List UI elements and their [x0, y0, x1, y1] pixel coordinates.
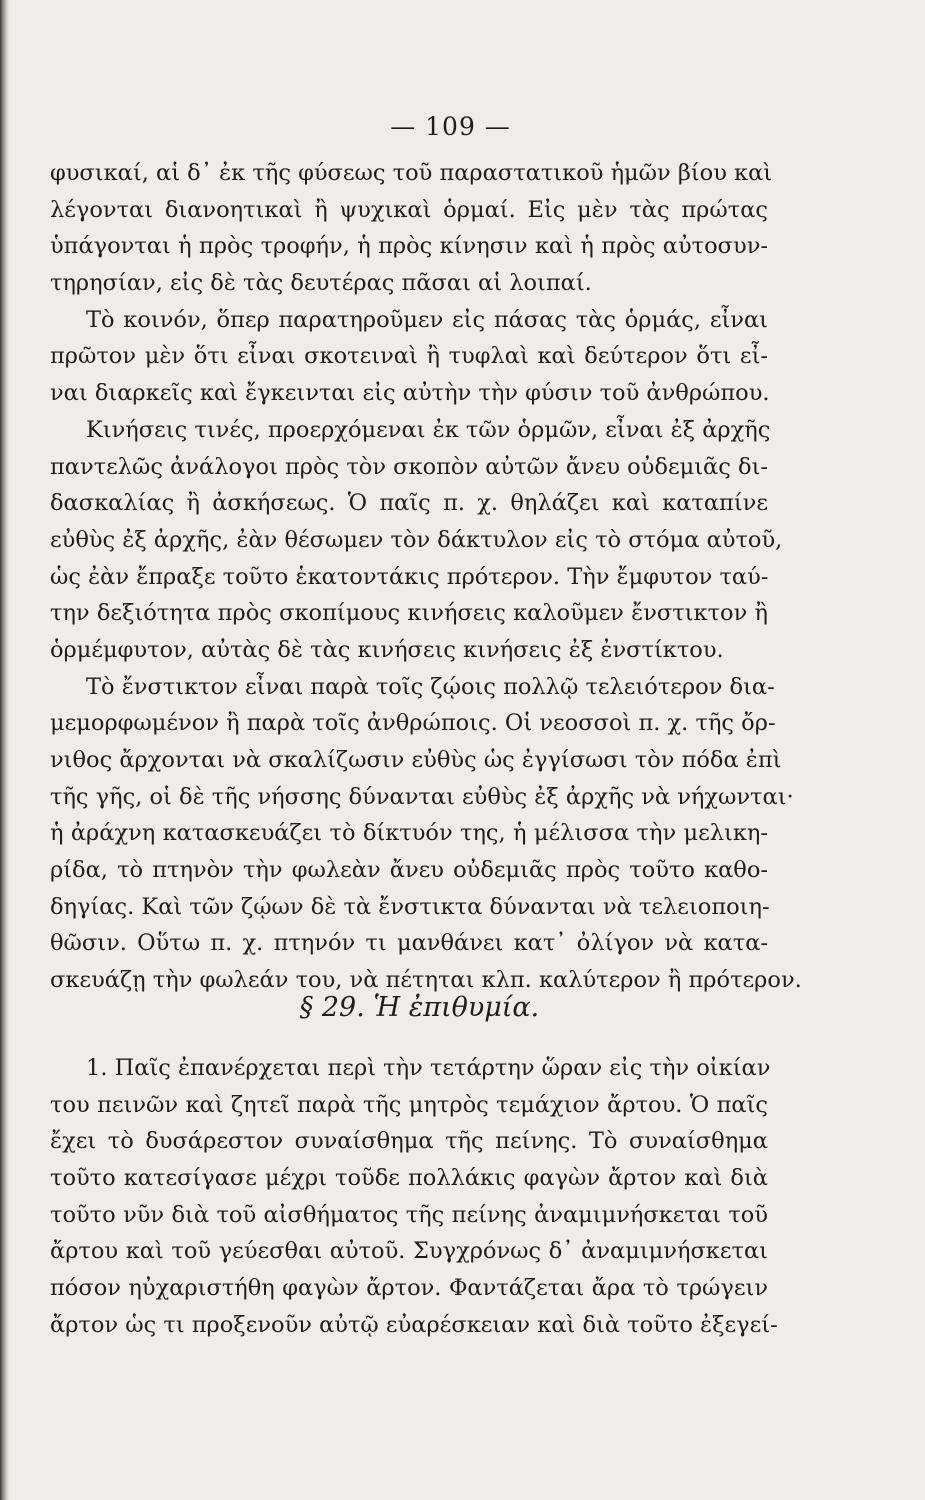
text-line: τηρησίαν, εἰς δὲ τὰς δευτέρας πᾶσαι αἱ λοιπαί. — [50, 270, 592, 297]
text-line: τοῦτο κατεσίγασε μέχρι τοῦδε πολλάκις φαγὼν ἄρτον καὶ διὰ — [50, 1165, 768, 1192]
text-line: 1. Παῖς ἐπανέρχεται περὶ τὴν τετάρτην ὥραν εἰς τὴν οἰκίαν — [86, 1055, 771, 1081]
text-line: Τὸ ἔνστικτον εἶναι παρὰ τοῖς ζῴοις πολλῷ τελειότερον δια- — [86, 673, 775, 700]
text-line: Κινήσεις τινές, προερχόμεναι ἐκ τῶν ὁρμῶν, εἶναι ἐξ ἀρχῆς — [86, 416, 771, 443]
text-line: θῶσιν. Οὕτω π. χ. πτηνόν τι μανθάνει κατ᾽ ὀλίγον νὰ κατα- — [50, 930, 768, 957]
page-binding-edge — [0, 0, 10, 1500]
text-line: ρίδα, τὸ πτηνὸν τὴν φωλεὰν ἄνευ οὐδεμιᾶς πρὸς τοῦτο καθο- — [50, 857, 768, 884]
text-line: μεμορφωμένον ἢ παρὰ τοῖς ἀνθρώποις. Οἱ νεοσσοὶ π. χ. τῆς ὄρ- — [50, 710, 776, 737]
text-line: σκευάζῃ τὴν φωλεάν του, νὰ πέτηται κλπ. καλύτερον ἢ πρότερον. — [50, 967, 802, 994]
text-line: φυσικαί, αἱ δ᾽ ἐκ τῆς φύσεως τοῦ παραστατικοῦ ἡμῶν βίου καὶ — [50, 160, 773, 186]
body-text-bottom — [50, 1050, 778, 1344]
text-line: Τὸ κοινόν, ὅπερ παρατηροῦμεν εἰς πάσας τὰς ὁρμάς, εἶναι — [86, 306, 768, 333]
body-text-top — [50, 155, 802, 999]
text-line: ἡ ἀράχνη κατασκευάζει τὸ δίκτυόν της, ἡ μέλισσα τὴν μελικη- — [50, 820, 768, 847]
text-line: τοῦτο νῦν διὰ τοῦ αἰσθήματος τῆς πείνης ἀναμιμνήσκεται τοῦ — [50, 1201, 768, 1228]
page-number: — 109 — — [390, 112, 511, 141]
text-line: εὐθὺς ἐξ ἀρχῆς, ἐὰν θέσωμεν τὸν δάκτυλον εἰς τὸ στόμα αὐτοῦ, — [50, 526, 783, 553]
text-line: πρῶτον μὲν ὅτι εἶναι σκοτειναὶ ἢ τυφλαὶ καὶ δεύτερον ὅτι εἶ- — [50, 343, 768, 370]
text-line: ναι διαρκεῖς καὶ ἔγκεινται εἰς αὐτὴν τὴν φύσιν τοῦ ἀνθρώπου. — [50, 380, 770, 407]
text-line: ἄρτον ὡς τι προξενοῦν αὐτῷ εὐαρέσκειαν καὶ διὰ τοῦτο ἐξεγεί- — [50, 1311, 778, 1338]
text-line: ἄρτου καὶ τοῦ γεύεσθαι αὐτοῦ. Συγχρόνως δ᾽ ἀναμιμνήσκεται — [50, 1238, 768, 1265]
text-line: νιθος ἄρχονται νὰ σκαλίζωσιν εὐθὺς ὡς ἐγγίσωσι τὸν πόδα ἐπὶ — [50, 747, 782, 773]
text-line: την δεξιότητα πρὸς σκοπίμους κινήσεις καλοῦμεν ἔνστικτον ἢ — [50, 600, 768, 627]
text-line: του πεινῶν καὶ ζητεῖ παρὰ τῆς μητρὸς τεμάχιον ἄρτου. Ὁ παῖς — [50, 1091, 768, 1118]
text-line: λέγονται διανοητικαὶ ἢ ψυχικαὶ ὁρμαί. Εἰς μὲν τὰς πρώτας — [50, 196, 768, 223]
text-line: ὑπάγονται ἡ πρὸς τροφήν, ἡ πρὸς κίνησιν καὶ ἡ πρὸς αὐτοσυν- — [50, 233, 768, 260]
section-heading: § 29. Ἡ ἐπιθυμία. — [299, 992, 540, 1023]
text-line: τῆς γῆς, οἱ δὲ τῆς νήσσης δύνανται εὐθὺς ἐξ ἀρχῆς νὰ νήχωνται· — [50, 783, 794, 810]
text-line: ὡς ἐὰν ἔπραξε τοῦτο ἑκατοντάκις πρότερον. Τὴν ἔμφυτον ταύ- — [50, 563, 769, 590]
text-line: δασκαλίας ἢ ἀσκήσεως. Ὁ παῖς π. χ. θηλάζει καὶ καταπίνε — [50, 490, 768, 517]
text-line: πόσον ηὐχαριστήθη φαγὼν ἄρτον. Φαντάζεται ἄρα τὸ τρώγειν — [50, 1275, 768, 1302]
text-line: παντελῶς ἀνάλογοι πρὸς τὸν σκοπὸν αὐτῶν ἄνευ οὐδεμιᾶς δι- — [50, 453, 768, 480]
text-line: ὁρμέμφυτον, αὐτὰς δὲ τὰς κινήσεις κινήσεις ἐξ ἐνστίκτου. — [50, 636, 724, 663]
text-line: ἔχει τὸ δυσάρεστον συναίσθημα τῆς πείνης. Τὸ συναίσθημα — [50, 1128, 768, 1155]
text-line: δηγίας. Καὶ τῶν ζῴων δὲ τὰ ἔνστικτα δύνανται νὰ τελειοποιη- — [50, 893, 770, 920]
